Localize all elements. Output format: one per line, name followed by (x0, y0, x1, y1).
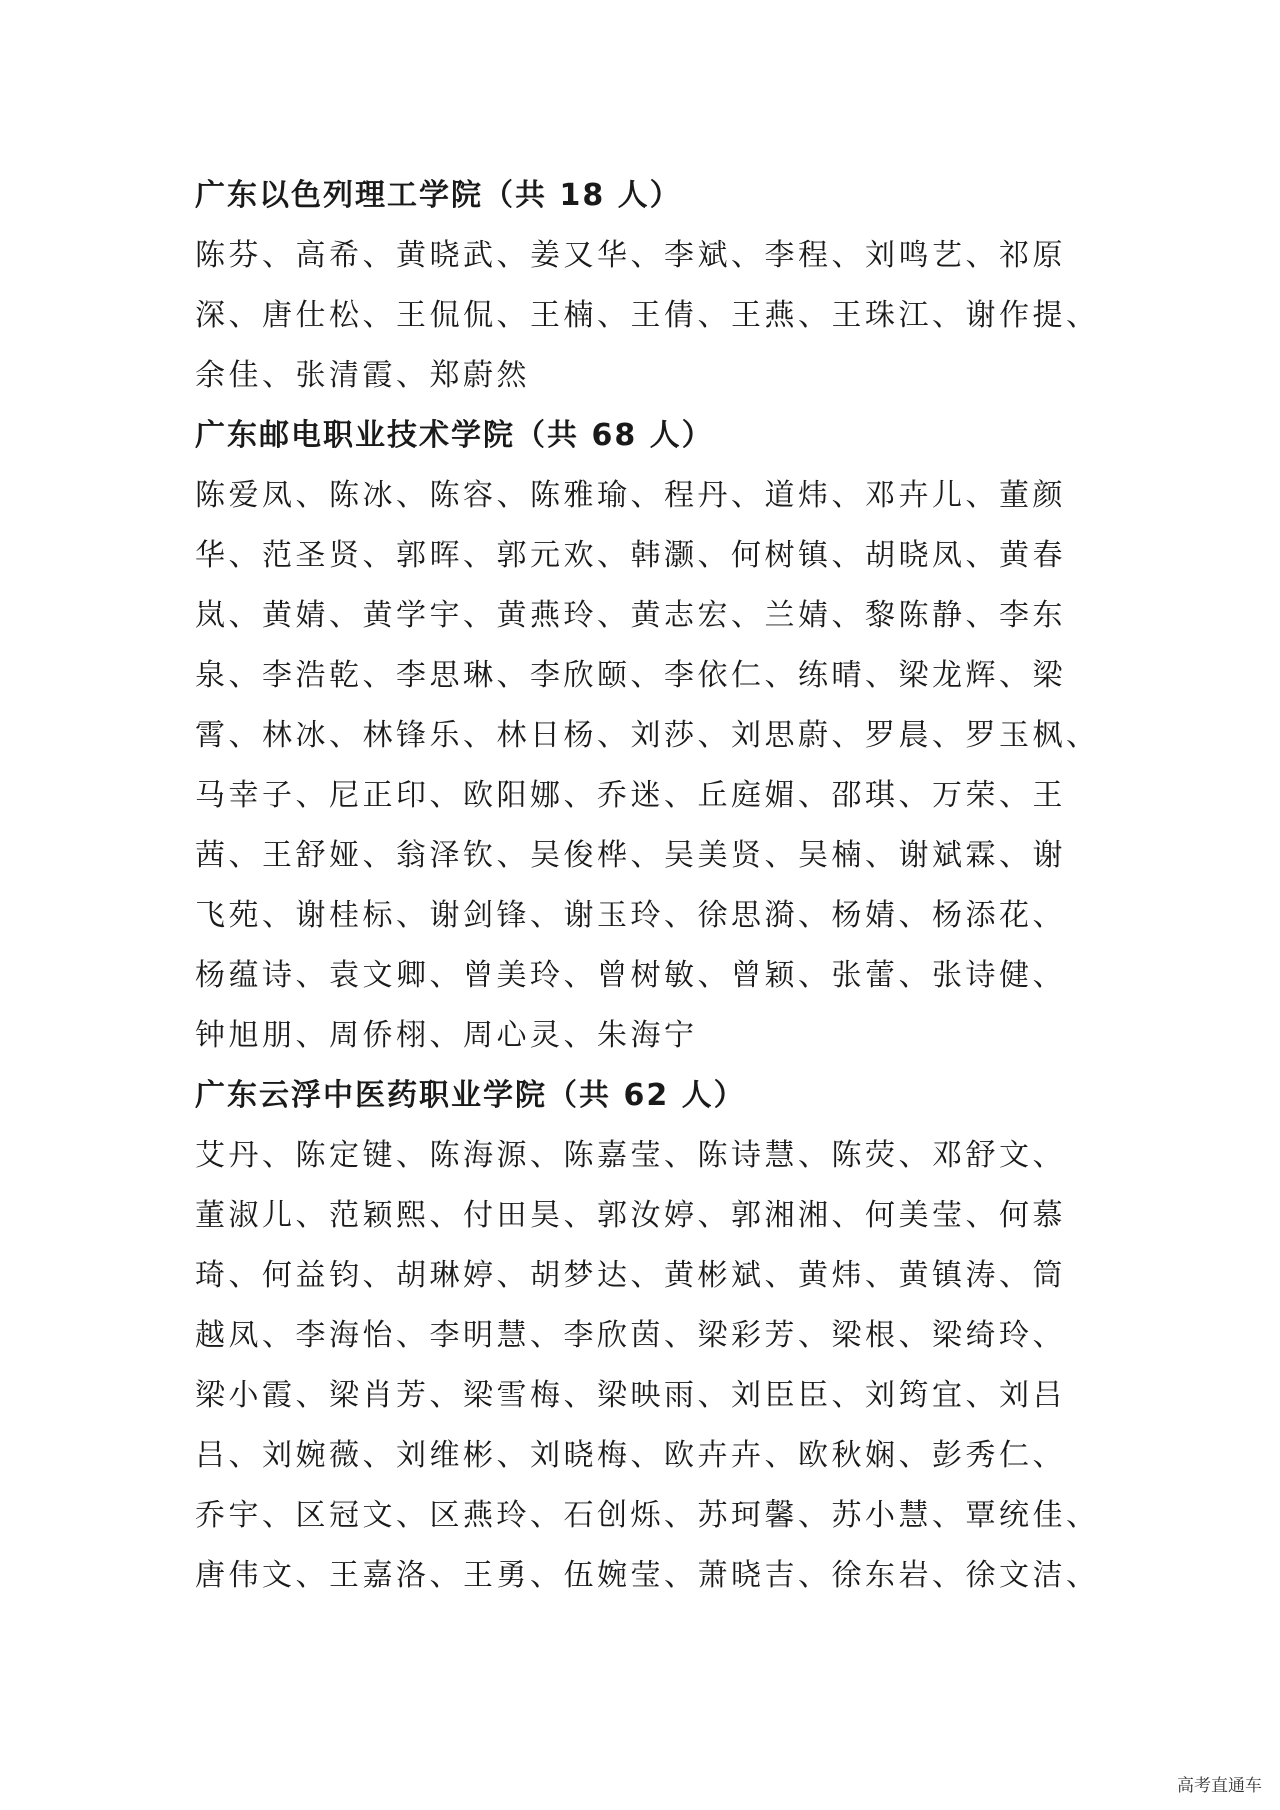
section-guangdong-technion (195, 166, 1100, 406)
name-list-line: 华、范圣贤、郭晖、郭元欢、韩灏、何树镇、胡晓凤、黄春 (195, 538, 1066, 573)
name-list-line: 茜、王舒娅、翁泽钦、吴俊桦、吴美贤、吴楠、谢斌霖、谢 (195, 838, 1066, 873)
name-list-line: 深、唐仕松、王侃侃、王楠、王倩、王燕、王珠江、谢作提、 (195, 298, 1100, 333)
name-list-line: 越凤、李海怡、李明慧、李欣茵、梁彩芳、梁根、梁绮玲、 (195, 1318, 1066, 1353)
name-list-line: 钟旭朋、周侨栩、周心灵、朱海宁 (195, 1018, 698, 1053)
section-title: 广东以色列理工学院（共 18 人） (195, 178, 682, 213)
name-list-line: 霄、林冰、林锋乐、林日杨、刘莎、刘思蔚、罗晨、罗玉枫、 (195, 718, 1100, 753)
name-list-line: 岚、黄婧、黄学宇、黄燕玲、黄志宏、兰婧、黎陈静、李东 (195, 598, 1066, 633)
name-list-line: 吕、刘婉薇、刘维彬、刘晓梅、欧卉卉、欧秋娴、彭秀仁、 (195, 1438, 1066, 1473)
name-list-line: 陈爱凤、陈冰、陈容、陈雅瑜、程丹、道炜、邓卉儿、董颜 (195, 478, 1066, 513)
name-list-line: 琦、何益钧、胡琳婷、胡梦达、黄彬斌、黄炜、黄镇涛、筒 (195, 1258, 1066, 1293)
section-guangdong-post-telecom (195, 406, 1100, 1066)
document-body (195, 166, 1100, 1606)
section-title: 广东邮电职业技术学院（共 68 人） (195, 418, 714, 453)
name-list-line: 余佳、张清霞、郑蔚然 (195, 358, 530, 393)
name-list-line: 飞苑、谢桂标、谢剑锋、谢玉玲、徐思漪、杨婧、杨添花、 (195, 898, 1066, 933)
name-list-line: 马幸子、尼正印、欧阳娜、乔迷、丘庭媚、邵琪、万荣、王 (195, 778, 1066, 813)
name-list-line: 梁小霞、梁肖芳、梁雪梅、梁映雨、刘臣臣、刘筠宜、刘吕 (195, 1378, 1066, 1413)
name-list-line: 泉、李浩乾、李思琳、李欣颐、李依仁、练晴、梁龙辉、梁 (195, 658, 1066, 693)
name-list-line: 陈芬、高希、黄晓武、姜又华、李斌、李程、刘鸣艺、祁原 (195, 238, 1066, 273)
name-list-line: 唐伟文、王嘉洛、王勇、伍婉莹、萧晓吉、徐东岩、徐文洁、 (195, 1558, 1100, 1593)
section-yunfu-tcm (195, 1066, 1100, 1606)
section-title: 广东云浮中医药职业学院（共 62 人） (195, 1078, 746, 1113)
watermark: 高考直通车 (1177, 1776, 1262, 1796)
name-list-line: 乔宇、区冠文、区燕玲、石创烁、苏珂馨、苏小慧、覃统佳、 (195, 1498, 1100, 1533)
name-list-line: 董淑儿、范颖熙、付田昊、郭汝婷、郭湘湘、何美莹、何慕 (195, 1198, 1066, 1233)
name-list-line: 杨蕴诗、袁文卿、曾美玲、曾树敏、曾颖、张蕾、张诗健、 (195, 958, 1066, 993)
name-list-line: 艾丹、陈定键、陈海源、陈嘉莹、陈诗慧、陈荧、邓舒文、 (195, 1138, 1066, 1173)
